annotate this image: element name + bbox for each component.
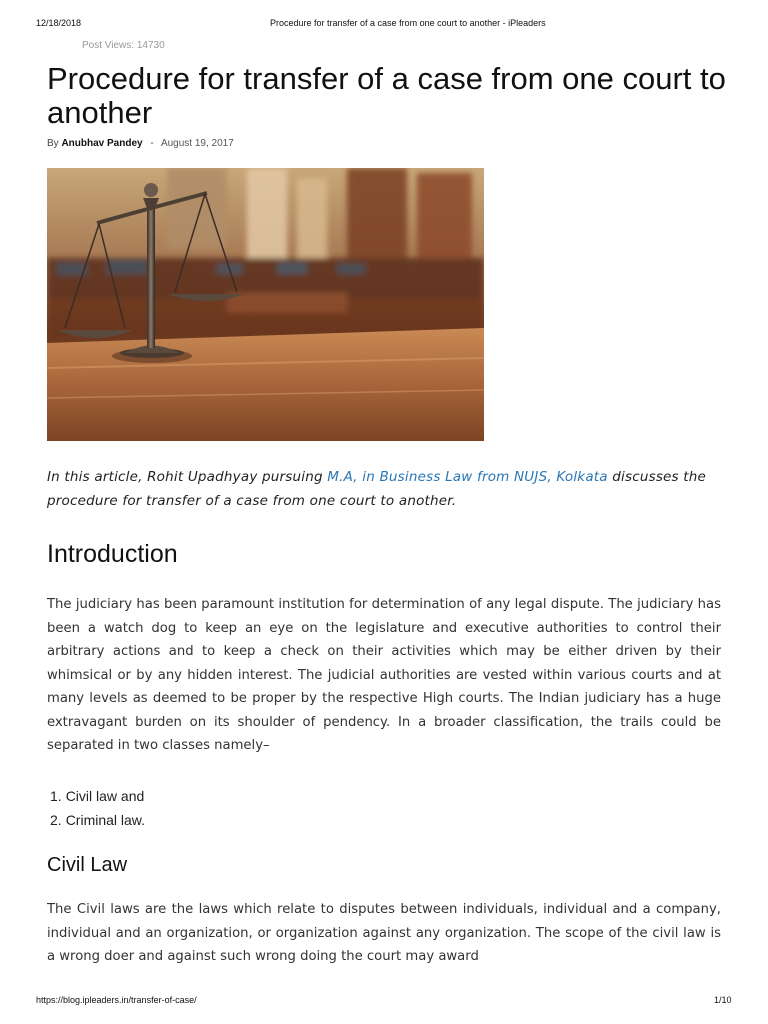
hero-image xyxy=(47,168,484,441)
civil-law-paragraph: The Civil laws are the laws which relate to disputes between individuals, individual and a company, individual and an organization, or organization against any organization. The scope of the civil law is a wrong doer and against such wrong doing the court may award xyxy=(47,902,721,964)
byline-prefix: By xyxy=(47,138,59,149)
list-item-number: 1. xyxy=(50,788,62,804)
list-item xyxy=(50,784,145,808)
print-page-number: 1/10 xyxy=(714,995,732,1005)
byline xyxy=(47,138,234,149)
intro-paragraph xyxy=(47,465,721,513)
print-date: 12/18/2018 xyxy=(36,18,82,28)
civil-law-heading: Civil Law xyxy=(47,854,128,876)
list-item-text: Civil law and xyxy=(65,788,145,804)
law-classes-list xyxy=(50,784,145,832)
author-link[interactable]: Anubhav Pandey xyxy=(61,138,143,149)
list-item xyxy=(50,808,145,832)
publish-date: August 19, 2017 xyxy=(160,138,234,149)
list-item-number: 2. xyxy=(50,812,62,828)
print-page-title: Procedure for transfer of a case from one court to another - iPleaders xyxy=(270,18,546,28)
course-link[interactable]: M.A, in Business Law from NUJS, Kolkata xyxy=(327,469,608,485)
post-views-count: Post Views: 14730 xyxy=(82,40,165,51)
intro-text-before: In this article, Rohit Upadhyay pursuing xyxy=(47,469,328,485)
scales-of-justice-illustration xyxy=(47,168,484,441)
byline-separator: - xyxy=(150,138,154,149)
list-item-text: Criminal law. xyxy=(65,812,146,828)
introduction-heading: Introduction xyxy=(47,540,178,568)
intro-text-after: discusses the procedure for transfer of a case from one court to another. xyxy=(47,469,707,509)
introduction-paragraph: The judiciary has been paramount institution for determination of any legal dispute. The judiciary has been a watch dog to keep an eye on the legislature and executive authorities to control their arbitrary actions and to keep a check on their activities which may be either driven by their whimsical or by any hidden interest. The judicial authorities are vested within various courts and at many levels as deemed to be proper by the respective High courts. The Indian judiciary has a huge extravagant burden on its shoulder of pendency. In a broader classification, the trails could be separated in two classes namely– xyxy=(47,597,721,753)
article-title: Procedure for transfer of a case from one court to another xyxy=(47,61,726,130)
print-footer-url[interactable]: https://blog.ipleaders.in/transfer-of-case/ xyxy=(36,995,197,1005)
